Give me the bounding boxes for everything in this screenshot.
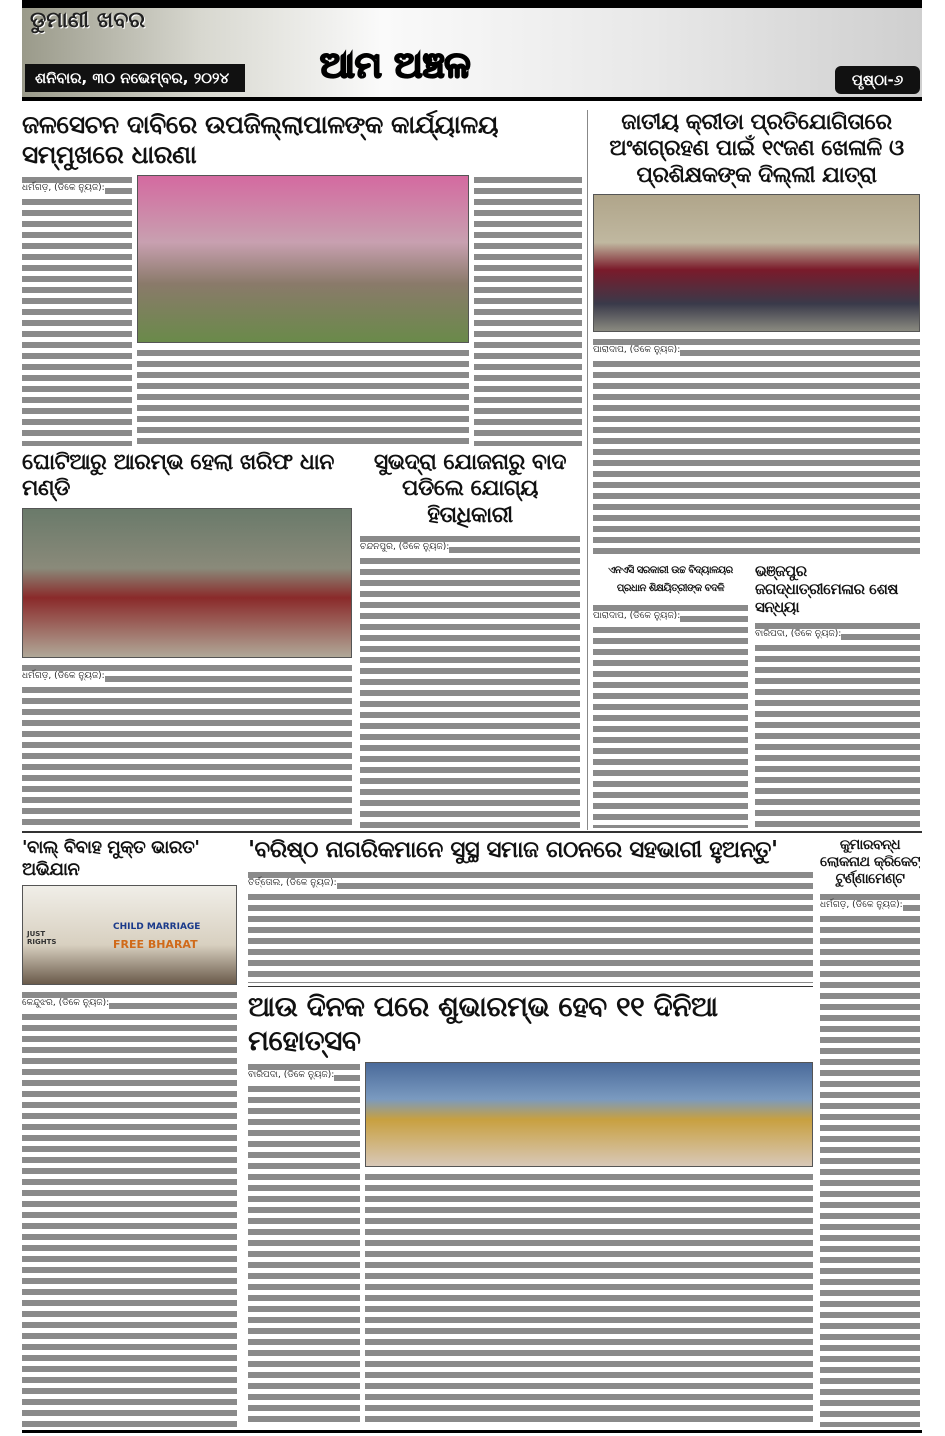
dateline: ତିର୍ତ୍ତୋଲ, (ଡିକେ ନ୍ୟୁଜ):: [248, 877, 337, 888]
article: [755, 562, 920, 828]
article-body: [22, 175, 132, 446]
dateline: କେନ୍ଦୁଝର, (ଡିକେ ନ୍ୟୁଜ):: [22, 998, 110, 1009]
article-photo: [22, 885, 237, 985]
article-body: [248, 1062, 360, 1427]
article: [22, 837, 237, 1427]
dateline: ଚନ୍ଦନପୁର, (ଡିକେ ନ୍ୟୁଜ):: [360, 542, 450, 553]
article: [593, 110, 920, 556]
divider: [22, 831, 922, 833]
article-body: [820, 892, 920, 1427]
headline: ଏନଏସି ସରକାରୀ ଉଚ୍ଚ ବିଦ୍ୟାଳୟର ପ୍ରଧାନ ଶିକ୍ଷୟିତ୍ରୀଙ୍କ ବଦଳି: [608, 565, 733, 594]
column-divider: [587, 110, 588, 830]
article: [22, 450, 352, 828]
headline: 'ବରିଷ୍ଠ ନାଗରିକମାନେ ସୁସ୍ଥ ସମାଜ ଗଠନରେ ସହଭାଗୀ ହୁଅନ୍ତୁ': [248, 837, 778, 863]
article-body: [22, 663, 352, 828]
article: [360, 450, 580, 828]
headline: ସୁଭଦ୍ରା ଯୋଜନାରୁ ବାଦ ପଡିଲେ ଯୋଗ୍ୟ ହିତାଧିକାରୀ: [373, 450, 567, 528]
page-number: ପୃଷ୍ଠା-୬: [835, 66, 920, 94]
article-photo: [22, 508, 352, 658]
headline: ଭଞ୍ଜପୁର ଜଗଦ୍ଧାତ୍ରୀମେଳାର ଶେଷ ସନ୍ଧ୍ୟା: [755, 562, 898, 616]
article-photo: [365, 1062, 813, 1167]
divider: [22, 97, 922, 101]
article-body: [248, 870, 813, 983]
headline: ଘୋଟିଆରୁ ଆରମ୍ଭ ହେଲା ଖରିଫ ଧାନ ମଣ୍ଡି: [22, 450, 334, 502]
paper-name: ଡୁମାଣୀ ଖବର: [30, 8, 145, 33]
headline: 'ବାଲ୍ ବିବାହ ମୁକ୍ତ ଭାରତ' ଅଭିଯାନ: [22, 837, 200, 880]
headline: କୁମାରବନ୍ଧ ଲୋକନାଥ କ୍ରିକେଟ୍ ଟୁର୍ଣ୍ଣାମେଣ୍ଟ: [820, 837, 920, 887]
article-body: [365, 1172, 813, 1427]
dateline: ଧର୍ମଗଡ଼, (ଡିକେ ନ୍ୟୁଜ):: [820, 900, 903, 911]
dateline: ଧର୍ମଗଡ଼, (ଡିକେ ନ୍ୟୁଜ):: [22, 670, 105, 681]
article: [248, 837, 813, 983]
article: [820, 837, 920, 1427]
banner-text: CHILD MARRIAGE: [113, 922, 201, 933]
article-body: [22, 990, 237, 1427]
divider: [22, 1430, 922, 1433]
article-body: [360, 534, 580, 828]
banner-text: JUST RIGHTS: [27, 930, 57, 947]
divider: [248, 986, 813, 987]
article: [22, 110, 582, 446]
article-body: [137, 348, 469, 446]
headline: ଜଳସେଚନ ଦାବିରେ ଉପଜିଲ୍ଲାପାଳଙ୍କ କାର୍ଯ୍ୟାଳୟ ସମ୍ମୁଖରେ ଧାରଣା: [22, 110, 498, 169]
article-body: [755, 621, 920, 828]
article-body: [593, 603, 748, 828]
dateline: ପାରାଦାପ, (ଡିକେ ନ୍ୟୁଜ):: [593, 611, 681, 621]
article-body: [474, 175, 582, 446]
headline: ଆଉ ଦିନକ ପରେ ଶୁଭାରମ୍ଭ ହେବ ୧୧ ଦିନିଆ ମହୋତ୍ସବ: [248, 990, 718, 1057]
issue-date: ଶନିବାର, ୩୦ ନଭେମ୍ବର, ୨୦୨୪: [25, 64, 245, 92]
section-title: ଆମ ଅଞ୍ଚଳ: [320, 45, 471, 86]
dateline: ଧର୍ମଗଡ଼, (ଡିକେ ନ୍ୟୁଜ):: [22, 183, 105, 193]
article-body: [593, 337, 920, 556]
dateline: ପାରାଦାପ, (ଡିକେ ନ୍ୟୁଜ):: [593, 345, 681, 356]
headline: ଜାତୀୟ କ୍ରୀଡା ପ୍ରତିଯୋଗିତାରେ ଅଂଶଗ୍ରହଣ ପାଇଁ ୧୯ଜଣ ଖେଳାଳି ଓ ପ୍ରଶିକ୍ଷକଙ୍କ ଦିଲ୍ଲୀ ଯାତ୍ରା: [609, 110, 904, 188]
article-photo: [593, 194, 920, 332]
article: [593, 562, 748, 828]
dateline: ବାରିପଦା, (ଡିକେ ନ୍ୟୁଜ):: [755, 629, 842, 639]
banner-text: FREE BHARAT: [113, 938, 198, 952]
dateline: ବାରିପଦା, (ଡିକେ ନ୍ୟୁଜ):: [248, 1070, 335, 1081]
article-photo: [137, 175, 469, 343]
article: [248, 990, 813, 1427]
